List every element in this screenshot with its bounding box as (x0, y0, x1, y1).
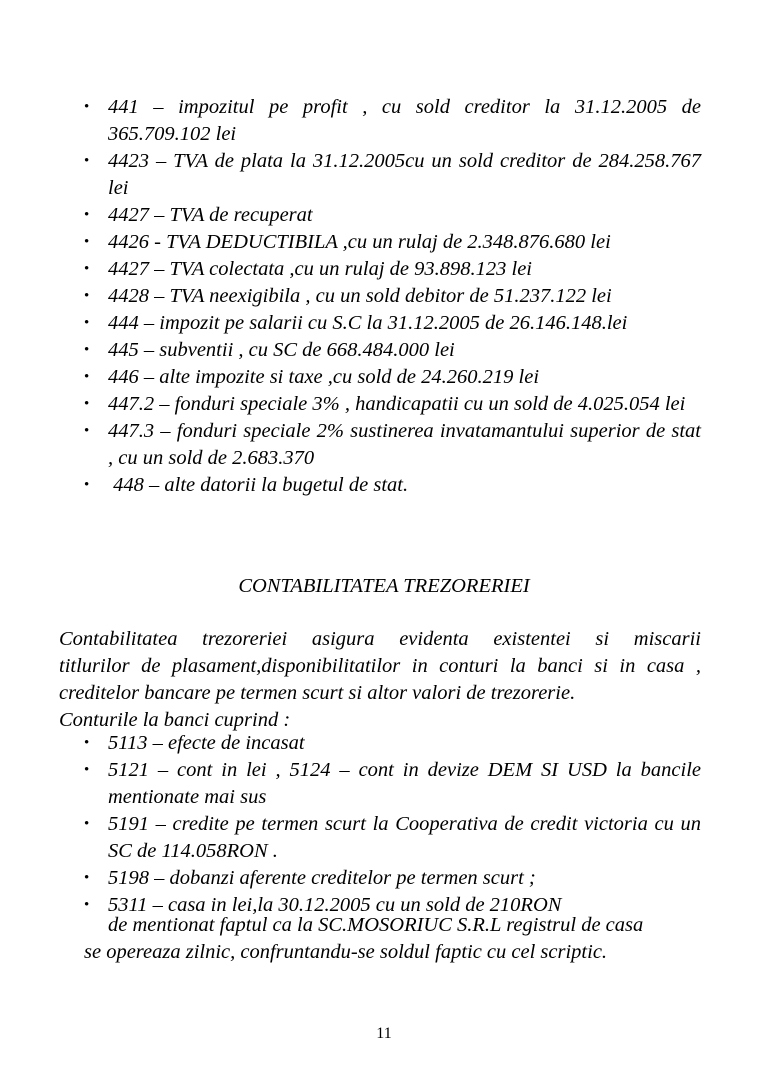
list-item: • 447.2 – fonduri speciale 3% , handicapatii cu un sold de 4.025.054 lei (84, 391, 701, 418)
list-item: • 446 – alte impozite si taxe ,cu sold de 24.260.219 lei (84, 364, 701, 391)
list-item: • 4423 – TVA de plata la 31.12.2005cu un sold creditor de 284.258.767 lei (84, 150, 701, 199)
list-item: • 445 – subventii , cu SC de 668.484.000 lei (84, 337, 701, 364)
list-item: • 4427 – TVA de recuperat (84, 202, 701, 229)
bullet-icon: • (84, 735, 90, 751)
bullet-icon: • (84, 207, 90, 223)
bullet-icon: • (84, 288, 90, 304)
bullet-icon: • (84, 99, 90, 115)
paragraph-line: titlurilor de plasament,disponibilitatilor in conturi la banci si in casa , (59, 655, 701, 677)
note-line: se opereaza zilnic, confruntandu-se soldul faptic cu cel scriptic. (84, 941, 608, 963)
bullet-icon: • (84, 261, 90, 277)
list-item: • 5121 – cont in lei , 5124 – cont in devize DEM SI USD la bancile mentionate mai sus (84, 759, 701, 808)
bullet-icon: • (84, 477, 90, 493)
list-item: • 448 – alte datorii la bugetul de stat. (84, 472, 701, 499)
bullet-icon: • (84, 396, 90, 412)
list-item: • 5311 – casa in lei,la 30.12.2005 cu un sold de 210RON (84, 892, 701, 919)
list-item: • 441 – impozitul pe profit , cu sold creditor la 31.12.2005 de 365.709.102 lei (84, 96, 701, 145)
bullet-icon: • (84, 153, 90, 169)
list-item: • 447.3 – fonduri speciale 2% sustinerea invatamantului superior de stat , cu un sold de 2.683.370 (84, 420, 701, 469)
list-item: • 4428 – TVA neexigibila , cu un sold debitor de 51.237.122 lei (84, 283, 701, 310)
bullet-icon: • (84, 816, 90, 832)
note-line: de mentionat faptul ca la SC.MOSORIUC S.R.L registrul de casa (108, 914, 644, 936)
bullet-icon: • (84, 369, 90, 385)
bullet-icon: • (84, 423, 90, 439)
section-heading: CONTABILITATEA TREZORERIEI (238, 575, 530, 597)
cash-register-note (84, 912, 701, 966)
bullet-icon: • (84, 762, 90, 778)
paragraph-line: Conturile la banci cuprind : (59, 709, 291, 731)
bullet-icon: • (84, 342, 90, 358)
tax-accounts-list (84, 94, 701, 499)
intro-paragraph (59, 626, 701, 734)
list-item: • 4426 - TVA DEDUCTIBILA ,cu un rulaj de 2.348.876.680 lei (84, 229, 701, 256)
bullet-icon: • (84, 897, 90, 913)
bank-accounts-list (84, 730, 701, 919)
list-item: • 5113 – efecte de incasat (84, 730, 701, 757)
list-item: • 444 – impozit pe salarii cu S.C la 31.12.2005 de 26.146.148.lei (84, 310, 701, 337)
bullet-icon: • (84, 870, 90, 886)
bullet-icon: • (84, 234, 90, 250)
list-item: • 4427 – TVA colectata ,cu un rulaj de 93.898.123 lei (84, 256, 701, 283)
paragraph-line: creditelor bancare pe termen scurt si altor valori de trezorerie. (59, 682, 576, 704)
list-item: • 5191 – credite pe termen scurt la Cooperativa de credit victoria cu un SC de 114.058RON . (84, 813, 701, 862)
list-item: • 5198 – dobanzi aferente creditelor pe termen scurt ; (84, 865, 701, 892)
bullet-icon: • (84, 315, 90, 331)
page-number: 11 (376, 1025, 392, 1042)
paragraph-line: Contabilitatea trezoreriei asigura evidenta existentei si miscarii (59, 628, 701, 650)
